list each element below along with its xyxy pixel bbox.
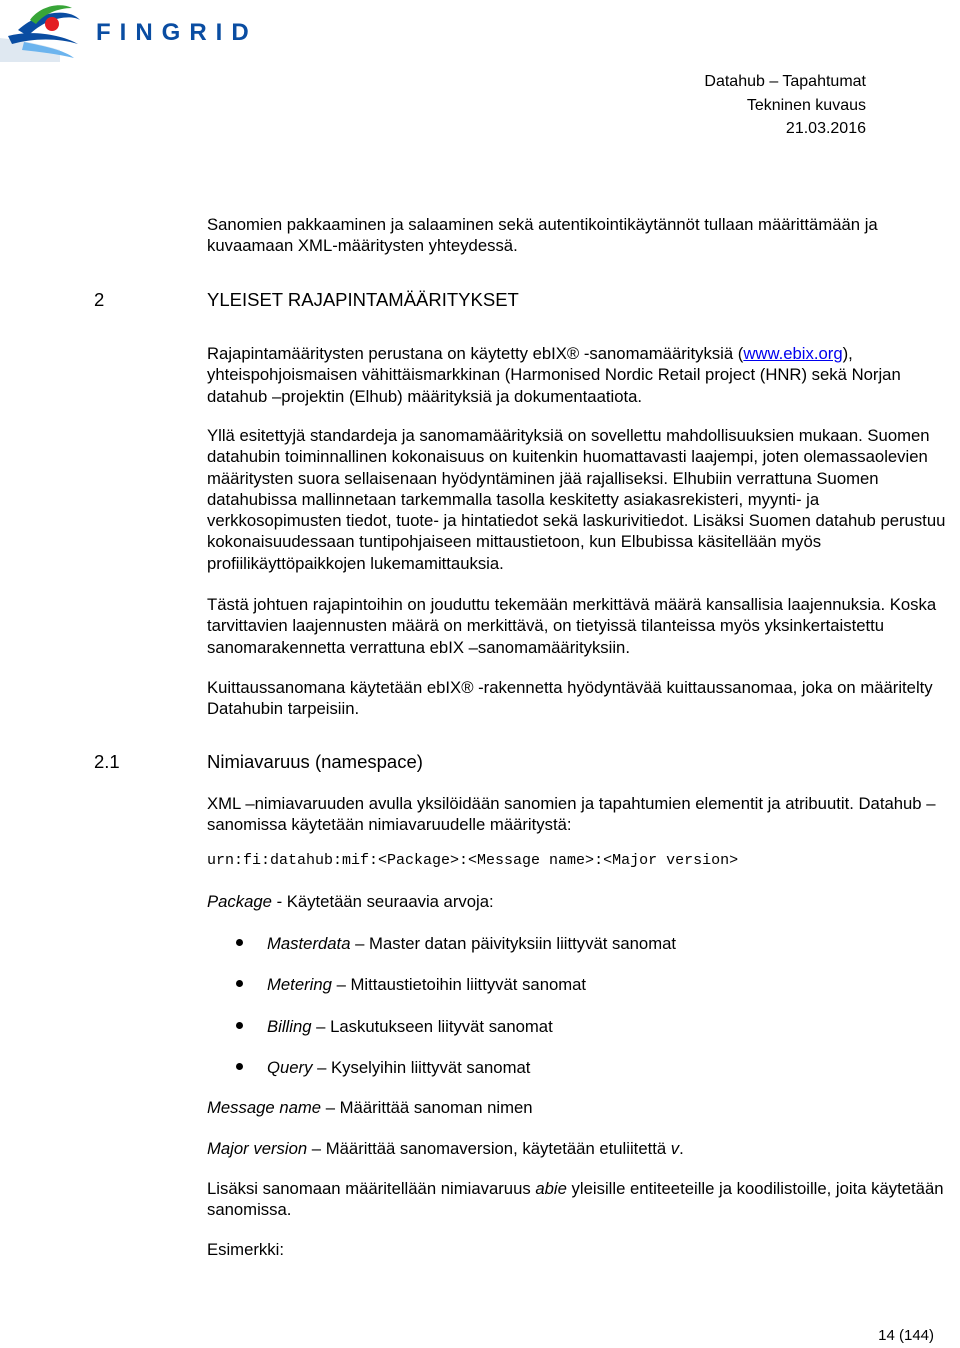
bullet-desc: – Mittaustietoihin liittyvät sanomat	[331, 975, 587, 994]
abie-paragraph	[207, 1178, 957, 1221]
abie-text-2: yleisille entiteeteille ja koodilistoille, joita käytetään sanomissa.	[207, 1179, 944, 1220]
bullet-desc: – Kyselyihin liittyvät sanomat	[312, 1058, 531, 1077]
message-name-desc: – Määrittää sanoman nimen	[321, 1098, 533, 1117]
logo-wordmark: FINGRID	[96, 19, 258, 46]
message-name-definition	[207, 1097, 957, 1118]
major-version-end: .	[679, 1139, 684, 1158]
section-2-1-number: 2.1	[94, 751, 120, 772]
package-desc: - Käytetään seuraavia arvoja:	[271, 892, 494, 911]
package-definition	[207, 891, 957, 912]
major-version-term: Major version	[207, 1139, 308, 1158]
section-2-paragraph-1	[207, 343, 957, 407]
section-2-title: YLEISET RAJAPINTAMÄÄRITYKSET	[207, 289, 519, 310]
example-label: Esimerkki:	[207, 1240, 284, 1259]
major-version-definition	[207, 1138, 957, 1159]
major-version-desc: – Määrittää sanomaversion, käytetään etuliitettä	[307, 1139, 671, 1158]
package-term: Package	[207, 892, 272, 911]
list-item	[236, 1057, 530, 1078]
header-title: Datahub – Tapahtumat	[704, 73, 866, 90]
header-subtitle: Tekninen kuvaus	[746, 96, 866, 114]
ebix-link[interactable]: www.ebix.org	[743, 344, 843, 363]
bullet-term: Masterdata	[267, 934, 351, 953]
document-header	[704, 70, 866, 141]
bullet-icon	[236, 1063, 243, 1070]
fingrid-logo	[0, 0, 300, 62]
message-name-term: Message name	[207, 1098, 322, 1117]
intro-paragraph: Sanomien pakkaaminen ja salaaminen sekä autentikointikäytännöt tullaan määrittämään ja kuvaamaan XML-määritysten yhteydessä.	[207, 215, 878, 256]
abie-term: abie	[535, 1179, 567, 1198]
namespace-code: urn:fi:datahub:mif:<Package>:<Message name>:<Major version>	[207, 852, 739, 869]
header-date: 21.03.2016	[785, 120, 866, 137]
section-2-paragraph-4: Kuittaussanomana käytetään ebIX® -rakennetta hyödyntävää kuittaussanomaa, joka on määritelty Datahubin tarpeisiin.	[207, 678, 933, 719]
bullet-desc: – Master datan päivityksiin liittyvät sanomat	[350, 934, 677, 953]
list-item	[236, 974, 586, 995]
abie-text-1: Lisäksi sanomaan määritellään nimiavaruus	[207, 1179, 536, 1198]
p1-text-before-link: Rajapintamääritysten perustana on käytetty ebIX® -sanomamäärityksiä (	[207, 344, 744, 363]
bullet-term: Billing	[267, 1017, 312, 1036]
major-version-prefix: v	[670, 1139, 680, 1158]
bullet-icon	[236, 980, 243, 987]
page-number: 14 (144)	[878, 1327, 934, 1344]
section-2-paragraph-2: Yllä esitettyjä standardeja ja sanomamäärityksiä on sovellettu mahdollisuuksien mukaan. Suomen datahubin toiminnallinen kokonaisuus on kuitenkin huomattavasti laajempi, joten olemassaolevien määritysten suora sellaisenaan hyödyntäminen jää rajalliseksi. Elhubiin verrattuna Suomen datahubissa mallinnetaan tarkemmalla tasolla keskitetty asiakasrekisteri, myynti- ja verkkosopimusten tiedot, tuote- ja hintatiedot sekä laskurivitiedot. Lisäksi Suomen datahub perustuu kokonaisuudessaan tuntipohjaiseen mittaustietoon, kun Elbubissa käsitellään myös profiilikäyttöpaikkojen lukemamittauksia.	[207, 426, 946, 573]
list-item	[236, 1016, 553, 1037]
bullet-icon	[236, 939, 243, 946]
bullet-term: Metering	[267, 975, 332, 994]
bullet-icon	[236, 1022, 243, 1029]
p1-text-after-link: ), yhteispohjoismaisen vähittäismarkkinan (Harmonised Nordic Retail project (HNR) sekä Norjan datahub –projektin (Elhub) määrityksiä ja dokumentaatiota.	[207, 344, 901, 406]
bullet-term: Query	[267, 1058, 313, 1077]
list-item	[236, 933, 676, 954]
bullet-desc: – Laskutukseen liityvät sanomat	[311, 1017, 553, 1036]
section-2-paragraph-3: Tästä johtuen rajapintoihin on jouduttu tekemään merkittävä määrä kansallisia laajennuksia. Koska tarvittavien laajennusten määrä on merkittävä, on tietyissä tilanteissa myös yksinkertaistettu sanomarakennetta verrattuna ebIX –sanomamäärityksiin.	[207, 595, 937, 657]
section-2-1-paragraph-1: XML –nimiavaruuden avulla yksilöidään sanomien ja tapahtumien elementit ja atribuutit. Datahub –sanomissa käytetään nimiavaruudelle määritystä:	[207, 794, 936, 835]
section-2-1-title: Nimiavaruus (namespace)	[207, 751, 423, 772]
section-2-number: 2	[94, 289, 105, 310]
